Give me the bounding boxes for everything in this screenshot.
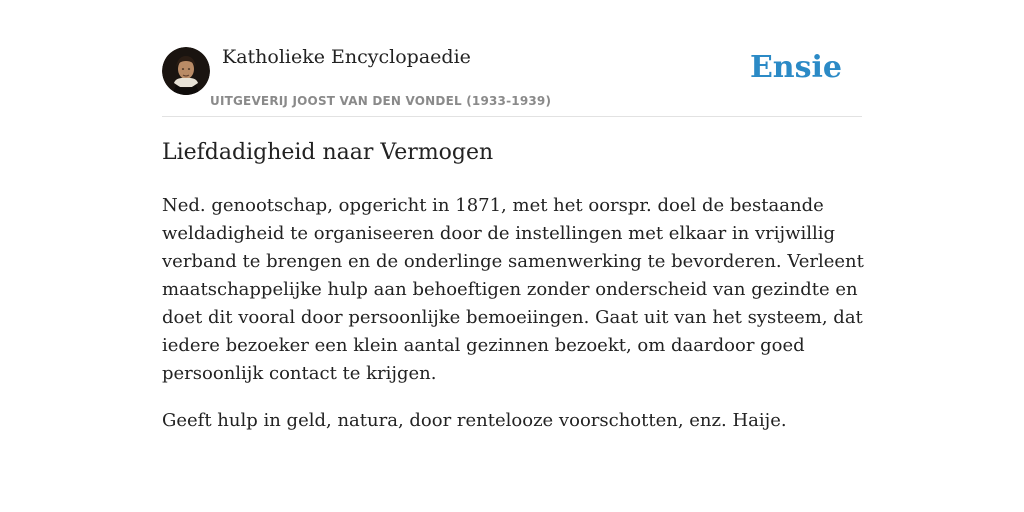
- publication-header: [162, 44, 862, 117]
- article-paragraph: Geeft hulp in geld, natura, door rentelooze voorschotten, enz. Haije.: [162, 410, 787, 431]
- publisher-label: UITGEVERIJ JOOST VAN DEN VONDEL (1933-1939): [210, 94, 552, 108]
- article-body: [162, 192, 867, 454]
- ensie-logo[interactable]: Ensie: [749, 50, 842, 85]
- publication-title[interactable]: Katholieke Encyclopaedie: [222, 46, 471, 68]
- article-paragraph: Ned. genootschap, opgericht in 1871, met het oorspr. doel de bestaande weldadigheid te organiseeren door de instellingen met elkaar in vrijwillig verband te brengen en de onderlinge samenwerking te bevorderen. Verleent maatschappelijke hulp aan behoeftigen zonder onderscheid van gezindte en doet dit vooral door persoonlijke bemoeiingen. Gaat uit van het systeem, dat iedere bezoeker een klein aantal gezinnen bezoekt, om daardoor goed persoonlijk contact te krijgen.: [162, 195, 864, 384]
- article-title: Liefdadigheid naar Vermogen: [162, 140, 494, 165]
- portrait-avatar-icon[interactable]: [162, 47, 210, 95]
